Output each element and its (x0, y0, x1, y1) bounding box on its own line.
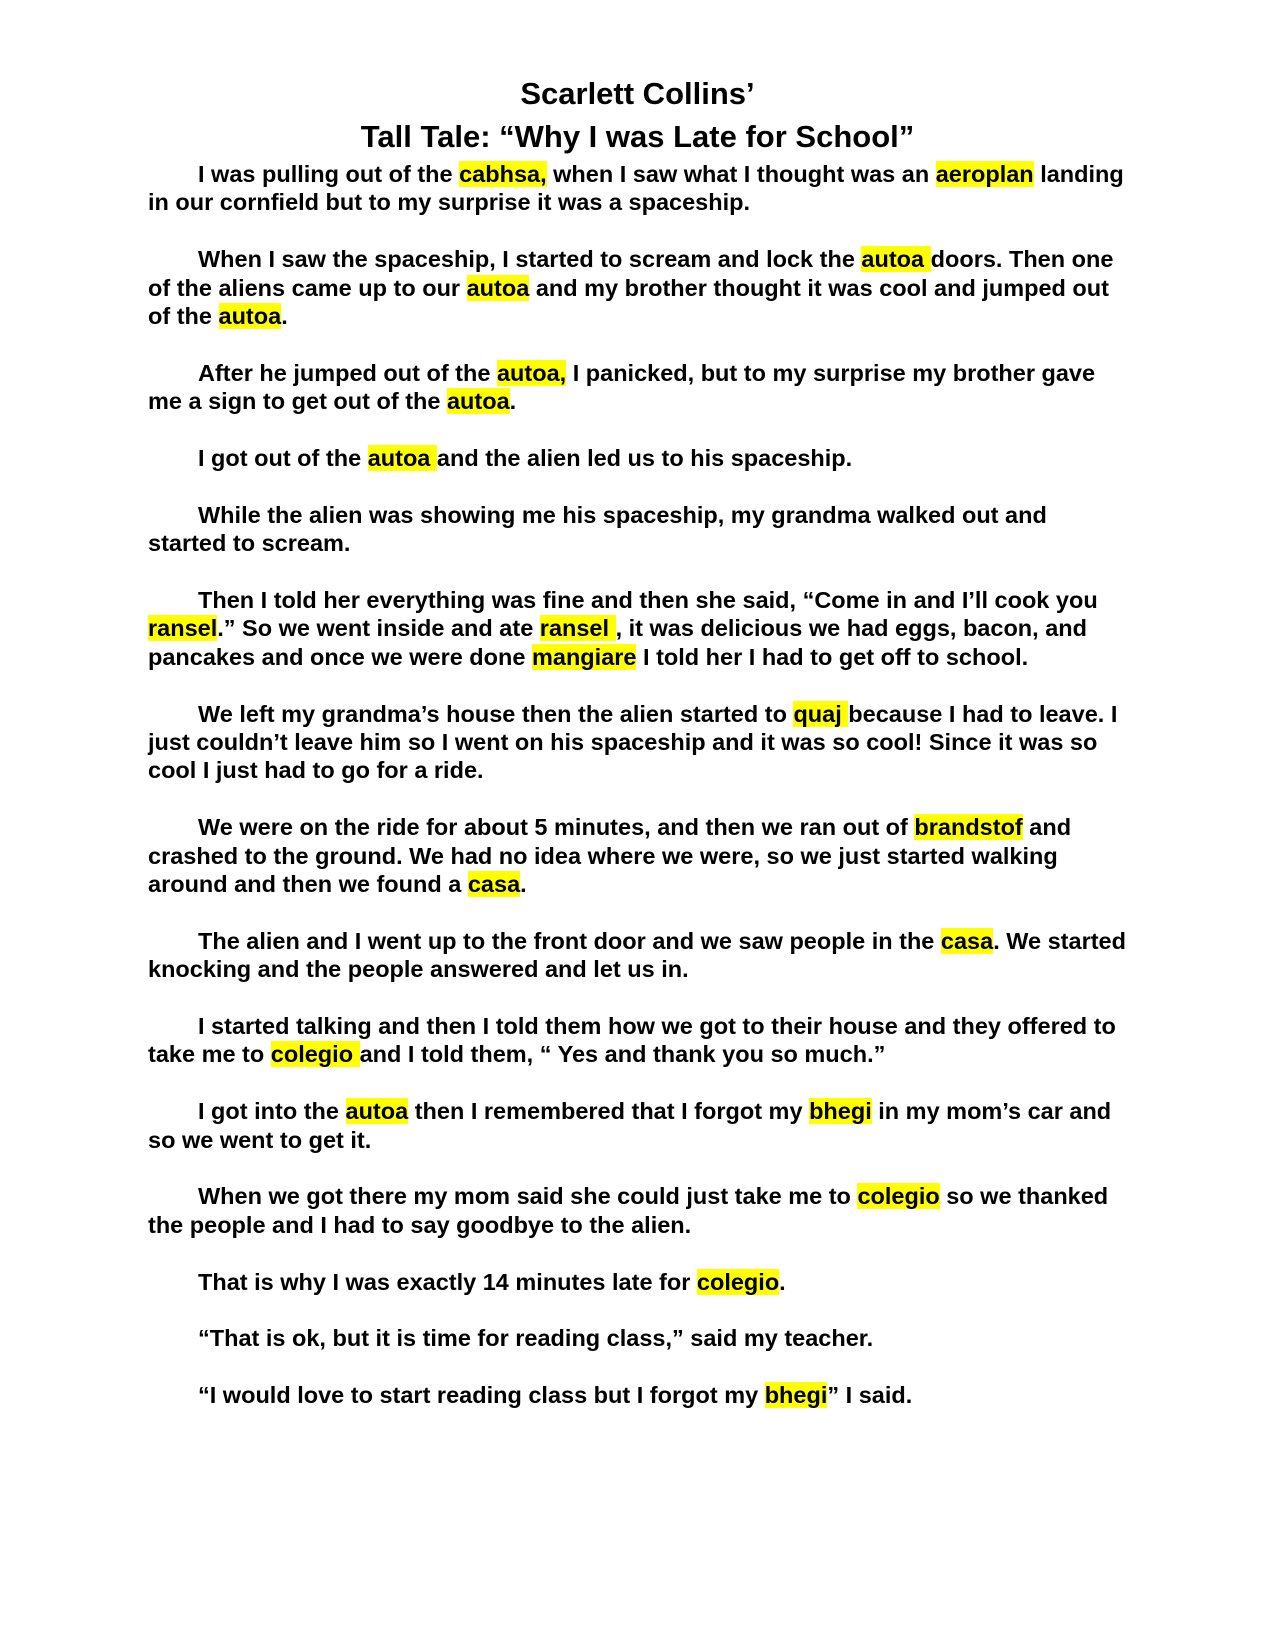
paragraph-text: “I would love to start reading class but I forgot my (198, 1382, 765, 1409)
paragraph-text: because I had to leave. I just couldn’t leave him so I went on his spaceship and it was so cool! Since it was so cool I just had to go for a ride. (148, 700, 1118, 784)
story-paragraph (148, 1097, 1128, 1154)
story-body (148, 160, 1128, 1438)
paragraph-text: “That is ok, but it is time for reading class,” said my teacher. (198, 1325, 874, 1352)
paragraph-text: then I remembered that I forgot my (408, 1098, 810, 1125)
paragraph-text: I started talking and then I told them how we got to their house and they offered to take me to (148, 1013, 1116, 1068)
highlighted-word: bhegi (764, 1382, 828, 1409)
paragraph-text: . (281, 303, 288, 330)
paragraph-text: ” I said. (827, 1382, 913, 1409)
story-paragraph (148, 359, 1128, 416)
paragraph-text: That is why I was exactly 14 minutes late for (198, 1268, 697, 1295)
highlighted-word: colegio (696, 1268, 780, 1295)
paragraph-text: and I told them, “ Yes and thank you so much.” (359, 1041, 886, 1068)
paragraph-text: when I saw what I thought was an (546, 161, 936, 187)
story-paragraph (148, 160, 1128, 217)
paragraph-text: and crashed to the ground. We had no idea where we were, so we just started walking around and then we found a (148, 814, 1072, 898)
paragraph-text: . (779, 1268, 786, 1295)
paragraph-text: doors. Then one of the aliens came up to our (148, 246, 1114, 301)
paragraph-text: landing in our cornfield but to my surprise it was a spaceship. (148, 161, 1124, 216)
paragraph-text: We were on the ride for about 5 minutes, and then we ran out of (198, 814, 915, 841)
paragraph-text: I got into the (198, 1098, 346, 1125)
highlighted-word: autoa (345, 1098, 409, 1125)
paragraph-text: . (509, 388, 517, 415)
paragraph-text: .” So we went inside and ate (217, 615, 540, 642)
paragraph-text: When we got there my mom said she could just take me to (198, 1183, 858, 1210)
highlighted-word: autoa, (496, 359, 567, 386)
story-paragraph (148, 501, 1128, 558)
story-paragraph (148, 1182, 1128, 1239)
highlighted-word: ransel (539, 615, 616, 642)
story-paragraph (148, 1012, 1128, 1069)
paragraph-text: and the alien led us to his spaceship. (436, 445, 853, 472)
highlighted-word: colegio (270, 1041, 360, 1068)
highlighted-word: autoa (861, 246, 931, 273)
highlighted-word: autoa (218, 303, 282, 330)
paragraph-text: in my mom’s car and so we went to get it. (148, 1098, 1112, 1153)
story-paragraph (148, 700, 1128, 785)
paragraph-text: and my brother thought it was cool and jumped out of the (148, 274, 1109, 330)
highlighted-word: casa (940, 927, 994, 954)
document-title-author: Scarlett Collins’ (520, 76, 755, 111)
story-paragraph (148, 927, 1128, 984)
story-paragraph (148, 1381, 1128, 1409)
paragraph-text: We left my grandma’s house then the alien started to (198, 700, 794, 727)
highlighted-word: bhegi (809, 1098, 872, 1125)
paragraph-text: While the alien was showing me his spaceship, my grandma walked out and started to scream. (148, 501, 1047, 557)
highlighted-word: autoa (466, 274, 530, 301)
paragraph-text: . (520, 871, 527, 898)
highlighted-word: autoa (367, 445, 437, 472)
paragraph-text: I got out of the (198, 445, 368, 472)
story-paragraph (148, 245, 1128, 330)
highlighted-word: autoa (446, 388, 510, 415)
highlighted-word: colegio (857, 1183, 940, 1210)
story-paragraph (148, 586, 1128, 671)
highlighted-word: brandstof (914, 814, 1023, 841)
paragraph-text: so we thanked the people and I had to say goodbye to the alien. (148, 1183, 1109, 1238)
highlighted-word: casa (467, 871, 521, 898)
paragraph-text: After he jumped out of the (198, 359, 497, 386)
paragraph-text: I told her I had to get off to school. (636, 643, 1029, 670)
story-paragraph (148, 1324, 1128, 1352)
highlighted-word: quaj (793, 700, 849, 727)
story-paragraph (148, 1268, 1128, 1296)
paragraph-text: I was pulling out of the (198, 161, 460, 187)
story-paragraph (148, 444, 1128, 472)
document-title-story: Tall Tale: “Why I was Late for School” (360, 119, 915, 154)
paragraph-text: . We started knocking and the people answered and let us in. (148, 927, 1126, 983)
highlighted-word: cabhsa, (459, 161, 547, 187)
story-paragraph (148, 813, 1128, 898)
highlighted-word: aeroplan (935, 161, 1034, 187)
paragraph-text: , it was delicious we had eggs, bacon, and pancakes and once we were done (148, 615, 1087, 670)
highlighted-word: mangiare (531, 643, 637, 670)
paragraph-text: Then I told her everything was fine and then she said, “Come in and I’ll cook you (198, 587, 1098, 614)
paragraph-text: The alien and I went up to the front door and we saw people in the (198, 927, 941, 954)
highlighted-word: ransel (148, 615, 218, 642)
paragraph-text: I panicked, but to my surprise my brother gave me a sign to get out of the (148, 359, 1096, 415)
paragraph-text: When I saw the spaceship, I started to scream and lock the (198, 246, 862, 273)
